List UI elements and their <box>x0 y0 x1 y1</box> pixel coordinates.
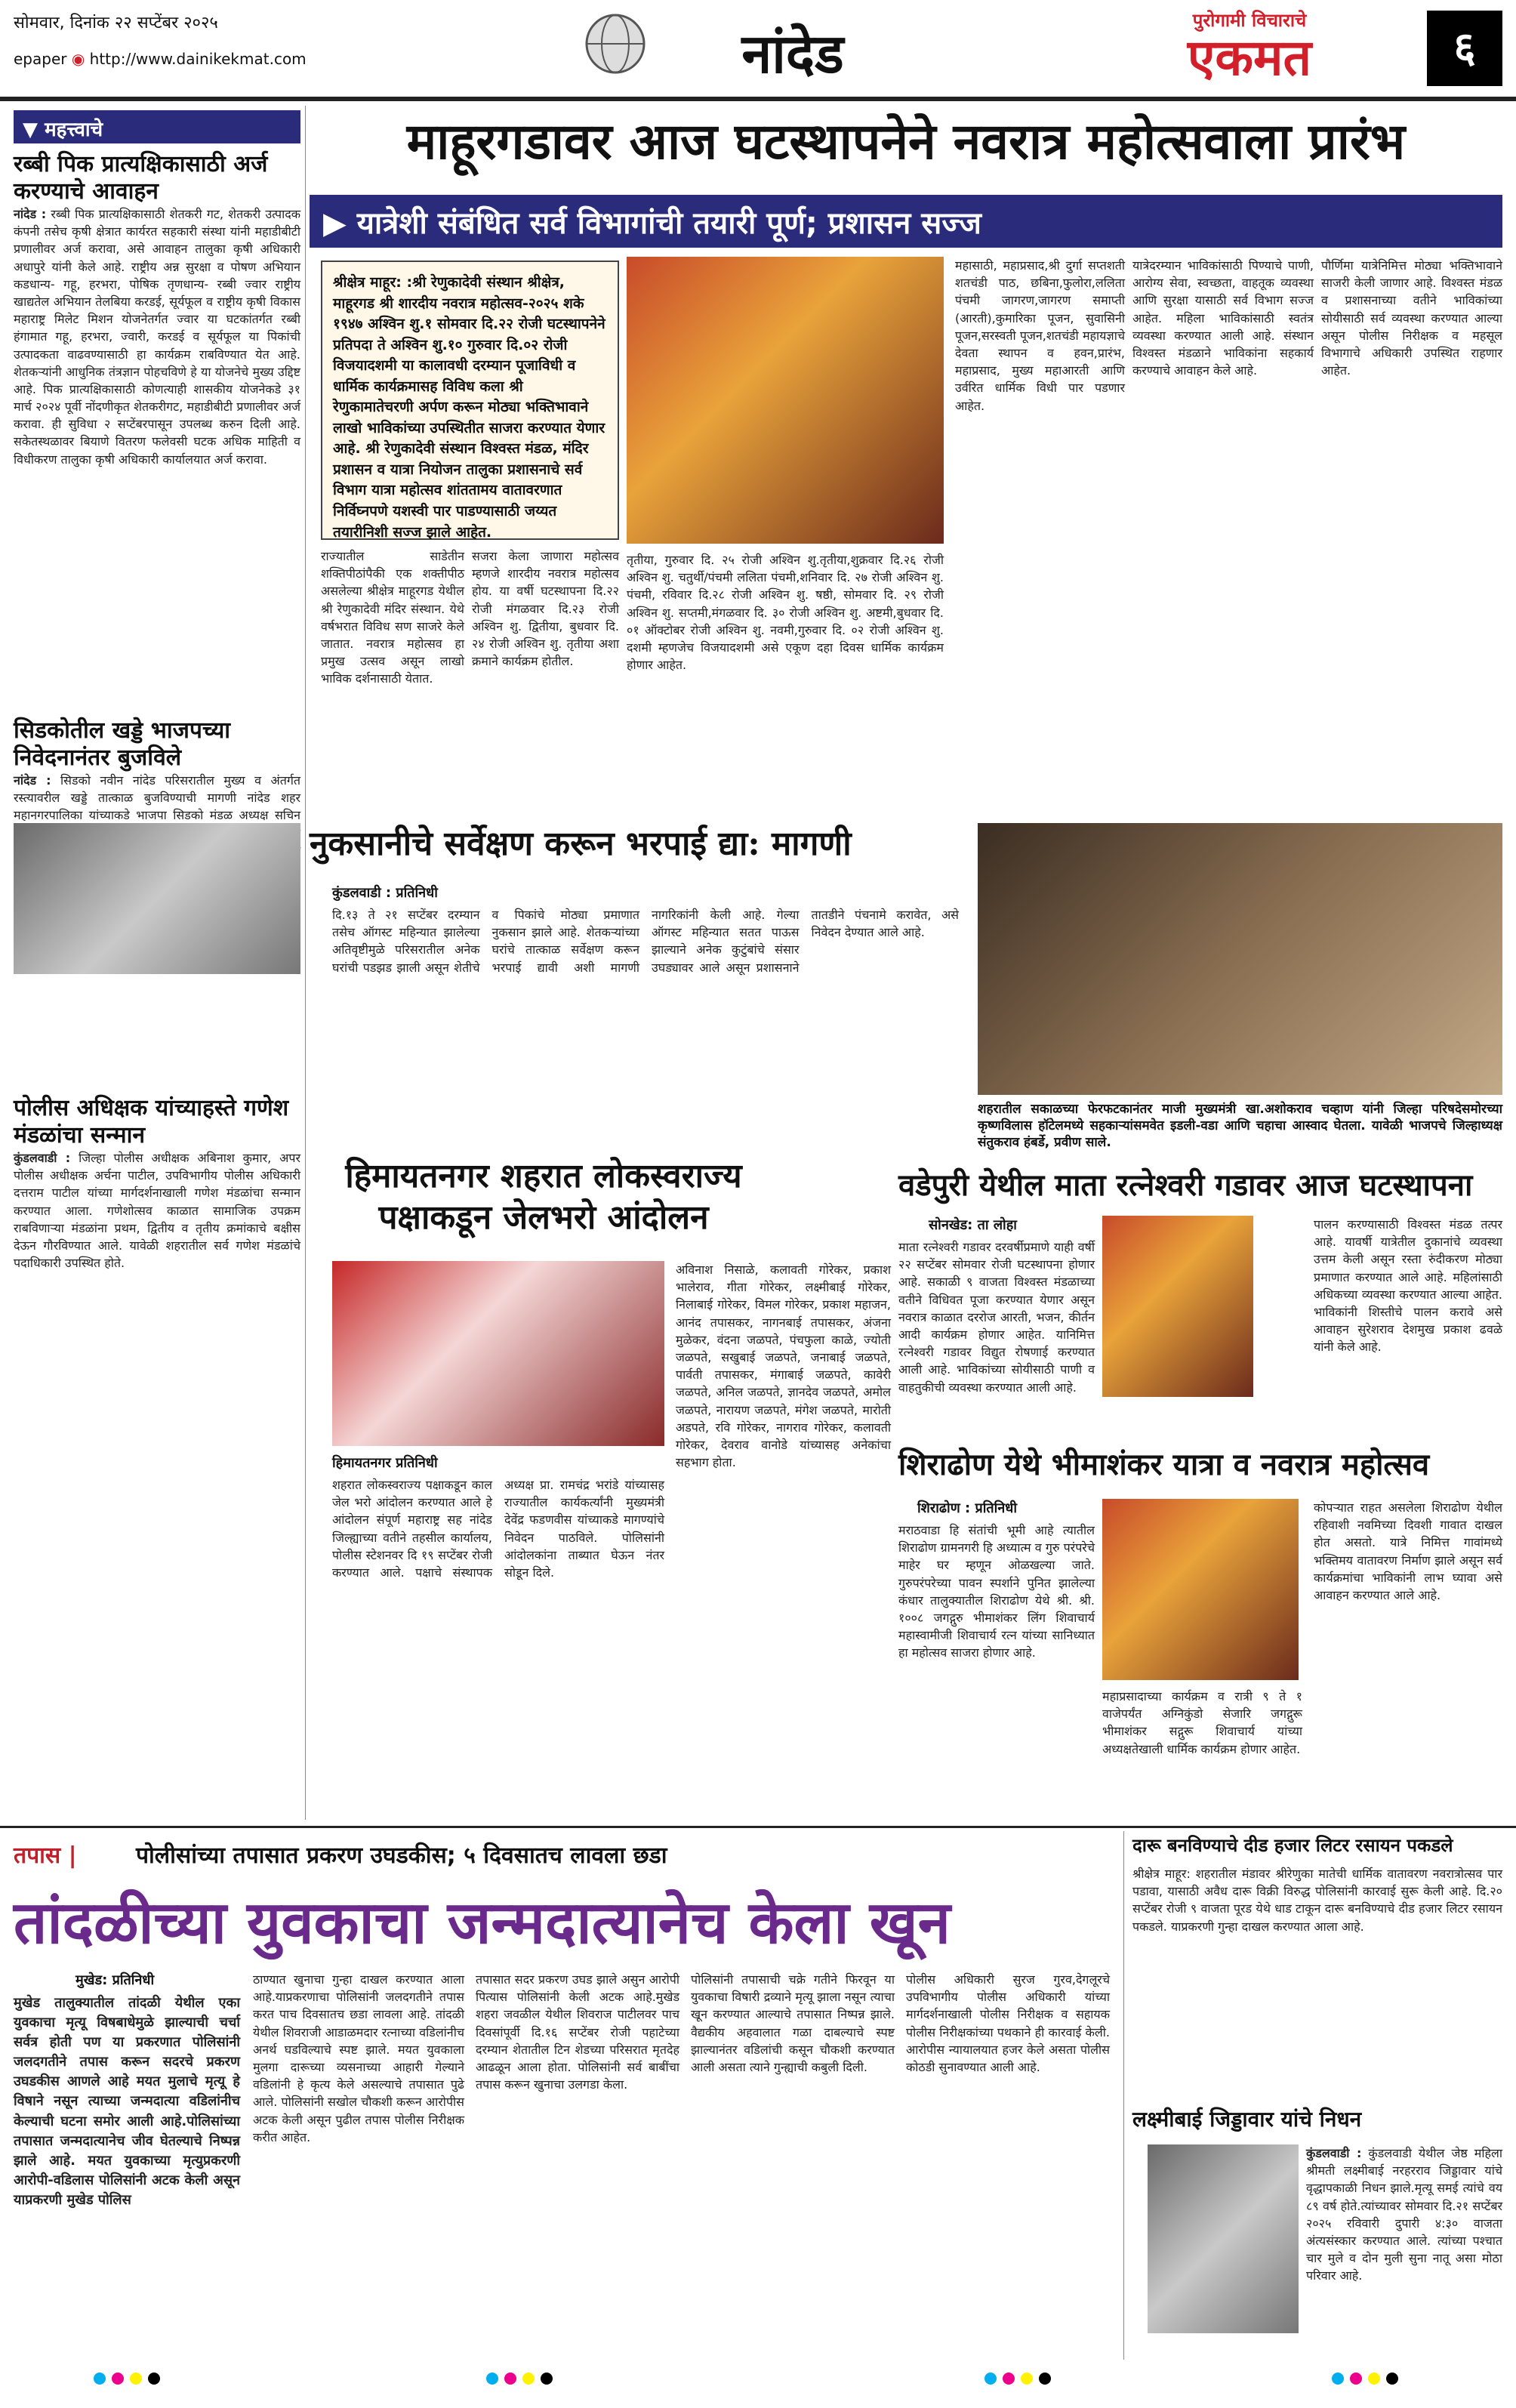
globe-icon: ◉ <box>71 50 85 68</box>
brand-tagline: पुरोगामी विचाराचे <box>1192 10 1307 31</box>
globe-logo-icon <box>574 6 657 82</box>
shiradhon-column: कोपऱ्यात राहत असलेला शिराढोण येथील रहिवाशी नवमिच्या दिवशी गावात दाखल होत असतो. यात्रे निमित्त गावांमध्ये भक्तिमय वातावरण निर्माण झाले असून सर्व कार्यक्रमांचा भाविकांनी लाभ घ्यावा असे आवाहन करण्यात आले आहे. <box>1314 1500 1502 1602</box>
story-text: रब्बी पिक प्रात्यक्षिकासाठी शेतकरी गट, शेतकरी उत्पादक कंपनी तसेच कृषी क्षेत्रात कार्यरत सहकारी संस्था यांनी महाडीबीटी प्रणालीवर अर्ज करावा, असे आवाहन तालुका कृषी अधिकारी अधापुरे यांनी केले आहे. राष्ट्रीय अन्न सुरक्षा व पोषण अभियान कडधान्य- गहू, हरभरा, पोषिक तृणधान्य- रब्बी ज्वार राष्ट्रीय खाद्यतेल अभियान तेलबिया करडई, सूर्यफूल व राष्ट्रीय कृषी विकास महाराष्ट्र मिलेट मिशन योजनेतर्गत ज्वार या घटकांतर्गत रब्बी हंगामात गहू, हरभरा, ज्वारी, करडई व सूर्यफूल या पिकांची उत्पादकता वाढवण्यासाठी हा कार्यक्रम राबविण्यात येत आहे. शेतकऱ्यांनी आधुनिक तंत्रज्ञान पोहचविणे हे या योजनेचे मुख्य उद्दिष्ट आहे. पिक प्रात्यक्षिकासाठी कोणत्याही शासकीय योजनेकडे ३१ मार्च २०२४ पूर्वी नोंदणीकृत शेतकरीगट, महाडीबीटी प्रणालीवर अर्ज करावा. ही सुविधा २ सप्टेंबरपासून उपलब्ध करुन दिली आहे. सकेतस्थळावर बियाणे वितरण फलेवसी घटक अधिक माहिती व विधीकरण तालुका कृषी अधिकारी कार्यालयात अर्ज करावा. <box>14 207 300 467</box>
obituary-text: कुंडलवाडी येथील जेष्ठ महिला श्रीमती लक्ष्मीबाई नरहरराव जिड्डावार यांचे वृद्धापकाळी निधन झाले.मृत्यू समई त्यांचे वय ८९ वर्ष होते.त्यांच्यावर सोमवार दि.२१ सप्टेंबर २०२५ रविवारी दुपारी ४:३० वाजता अंत्यसंस्कार करण्यात आले. त्यांच्या पश्चात चार मुले व दोन मुली सुना नातू असा मोठा परिवार आहे. <box>1306 2146 1502 2283</box>
sidebar-story-police <box>14 1095 300 1272</box>
photo-caption: शहरातील सकाळच्या फेरफटकानंतर माजी मुख्यमंत्री खा.अशोकराव चव्हाण यांनी जिल्हा परिषदेसमोरच्या कृष्णविलास हॉटेलमध्ये सहकाऱ्यांसमवेत इडली-वडा आणि चहाचा आस्वाद घेतला. यावेळी भाजपचे जिल्हाध्यक्ष संतुकराव हंबर्डे, प्रवीण साले. <box>978 1102 1502 1151</box>
story-text: जिल्हा पोलीस अधीक्षक अबिनाश कुमार, अपर पोलीस अधीक्षक अर्चना पाटील, उपविभागीय पोलीस अधिकारी दत्तराम पाटील यांच्या मार्गदर्शनाखाली गणेश मंडळांचा सन्मान करण्यात आला. गणेशोत्सव काळात सामाजिक उपक्रम राबविणाऱ्या मंडळांना प्रथम, द्वितीय व तृतीय क्रमांकाचे बक्षीस देऊन गौरविण्यात आले. यावेळी शहरातील सर्व गणेश मंडळांचे पदाधिकारी उपस्थित होते. <box>14 1151 300 1271</box>
potholes-photo <box>14 823 300 974</box>
city-title: नांदेड <box>741 21 844 85</box>
cmyk-marks <box>91 2373 163 2395</box>
cmyk-marks <box>1329 2373 1401 2395</box>
issue-date: सोमवार, दिनांक २२ सप्टेंबर २०२५ <box>14 14 218 32</box>
page-number: ६ <box>1427 11 1502 86</box>
story-body <box>14 205 300 468</box>
byline: हिमायतनगर प्रतिनिधी <box>332 1455 438 1471</box>
byline: शिराढोण : प्रतिनिधी <box>917 1500 1018 1516</box>
byline: मुखेड: प्रतिनिधी <box>75 1972 155 1988</box>
himayatnagar-names: अविनाश निसाळे, कलावती गोरेकर, प्रकाश भालेराव, गीता गोरेकर, लक्ष्मीबाई गोरेकर, निलाबाई गोरेकर, विमल गोरेकर, प्रकाश महाजन, आनंद तपासकर, नागनबाई तपासकर, अंजना मुळेकर, वंदना जळपते, पंचफुला काळे, ज्योती जळपते, सखुबाई जळपते, जनाबाई जळपते, पार्वती तपासकर, मंगाबाई जळपते, कावेरी जळपते, अनिल जळपते, ज्ञानदेव जळपते, अमोल जळपते, नारायण जळपते, मंगेश जळपते, मारोती अडपते, रवि गोरेकर, नागराव गोरेकर, कलावती गोरेकर, देवराव वानोडे यांच्यासह अनेकांचा सहभाग होता. <box>676 1263 891 1470</box>
lead-column: राज्यातील साडेतीन शक्तिपीठांपैकी एक शक्तीपीठ असलेल्या श्रीक्षेत्र माहूरगड येथील श्री रेणुकादेवी मंदिर संस्थान. येथे वर्षभरात विविध सण साजरे केले जातात. नवरात्र महोत्सव हा प्रमुख उत्सव असून लाखो भाविक दर्शनासाठी येतात. <box>321 549 464 686</box>
crime-headline: तांदळीच्या युवकाचा जन्मदात्यानेच केला खून <box>14 1888 951 1957</box>
obituary-body <box>1306 2144 1502 2285</box>
story-text: सिडको नवीन नांदेड परिसरातील मुख्य व अंतर्गत रस्त्यावरील खड्डे तात्काळ बुजविण्याची मागणी नांदेड शहर महानगरपालिका यांच्याकडे भाजपा सिडको मंडळ अध्यक्ष सचिन <box>14 773 300 823</box>
cmyk-marks <box>483 2373 556 2395</box>
protest-photo <box>332 1261 664 1446</box>
ratneshwari-photo <box>1102 1216 1253 1397</box>
lead-column: तृतीया, गुरुवार दि. २५ रोजी अश्विन शु.तृतीया,शुक्रवार दि.२६ रोजी अश्विन शु. चतुर्थी/पंचमी ललिता पंचमी,शनिवार दि. २७ रोजी अश्विन शु. पंचमी, रविवार दि.२८ रोजी अश्विन शु. षष्ठी, सोमवार दि. २९ रोजी अश्विन शु. सप्तमी,मंगळवार दि. ३० रोजी अश्विन शु. अष्टमी,बुधवार दि. ०१ ऑक्टोबर रोजी अश्विन शु. नवमी,गुरुवार दि. ०२ रोजी अश्विन शु. दशमी म्हणजेच विजयादशमी असे एकूण दहा दिवस धार्मिक कार्यक्रम होणार आहेत. <box>627 553 944 673</box>
cafe-photo <box>978 823 1502 1095</box>
brand-name: एकमत <box>1187 28 1312 87</box>
section-divider <box>0 1826 1516 1828</box>
column-divider <box>1123 1831 1124 2360</box>
vadepuri-column: पालन करण्यासाठी विश्वस्त मंडळ तत्पर आहे. यावर्षी यात्रेतील दुकानांचे व्यवस्था उत्तम केली असून रस्ता रुंदीकरण मोठ्या प्रमाणात करण्यात आले आहे. महिलांसाठी अधिकच्या व्यवस्था करण्यात आल्या आहेत. भाविकांनी शिस्तीचे पालन करावे असे आवाहन सुरेशराव देशमुख प्रकाश ढवळे यांनी केले आहे. <box>1314 1217 1502 1355</box>
dateline: कुंडलवाडी : <box>14 1151 71 1165</box>
lead-column: यात्रेदरम्यान भाविकांसाठी पिण्याचे पाणी, आरोग्य सेवा, स्वच्छता, वाहतूक व्यवस्था आणि सुरक्षा यासाठी सर्व विभाग सज्ज आहेत. महिला भाविकांसाठी स्वतंत्र व्यवस्था करण्यात आली आहे. संस्थान विश्वस्त मंडळाने भाविकांना सहकार्य करण्याचे आवाहन केले आहे. <box>1132 258 1314 378</box>
brand-logo <box>1087 8 1412 91</box>
sidebar-divider <box>305 106 306 1820</box>
crime-column: तपासात सदर प्रकरण उघड झाले असुन आरोपी पित्यास पोलिसांनी केली अटक आहे.मुखेड शहरा जवळील येथील शिवराज पाटीलवर पाच दिवसांपूर्वी दि.१६ सप्टेंबर रोजी पहाटेच्या दरम्यान शेतातील टिन शेडच्या परिसरात मृतदेह आढळून आला होता. पोलिसांनी सर्व बाबींचा तपास करून खुनाचा उलगडा केला. <box>476 1972 679 2092</box>
sidebar-label <box>14 110 300 143</box>
dateline: नांदेड : <box>14 207 47 221</box>
swami-photo <box>1102 1499 1299 1680</box>
story-title: रब्बी पिक प्रात्यक्षिकासाठी अर्ज करण्याचे आवाहन <box>14 151 268 205</box>
obituary-portrait <box>1148 2144 1299 2333</box>
band-tag: तपास | <box>14 1842 77 1869</box>
cmyk-marks <box>981 2373 1054 2395</box>
byline: सोनखेड: ता लोहा <box>929 1217 1017 1233</box>
crime-lead: मुखेड तालुक्यातील तांदळी येथील एका युवकाचा मृत्यू विषबाधेमुळे झाल्याची चर्चा सर्वत्र होती पण या प्रकरणात पोलिसांनी जलदगतीने तपास करून सदरचे प्रकरण उघडकीस आणले आहे मयत मुलाचे मृत्यू हे विषाने नसून त्याच्या जन्मदात्या वडिलांनीच केल्याची घटना समोर आली आहे.पोलिसांच्या तपासात जन्मदात्यानेच जीव घेतल्याचे निष्पन्न झाले आहे. मयत युवकाच्या मृत्युप्रकरणी आरोपी-वडिलास पोलिसांनी अटक केली असून याप्रकरणी मुखेड पोलिस <box>14 1995 240 2208</box>
liquor-body: श्रीक्षेत्र माहूर: शहरातील मंडावर श्रीरेणुका मातेची धार्मिक वातावरण नवरात्रोत्सव पार पडावा, यासाठी अवैध दारू विक्री विरुद्ध पोलिसांनी कारवाई सुरू केली आहे. दि.२० सप्टेंबर रोजी ९ वाजता पूरड येथे धाड टाकून दारू बनविण्याचे दीड हजार लिटर रसायन पकडले. याप्रकरणी गुन्हा दाखल करण्यात आला आहे. <box>1132 1867 1502 1934</box>
himayatnagar-body: शहरात लोकस्वराज्य पक्षाकडून काल जेल भरो आंदोलन करण्यात आले हे आंदोलन संपूर्ण महाराष्ट्र सह नांदेड जिल्ह्याच्या वतीने तहसील कार्यालय, पोलीस स्टेशनवर दि १९ सप्टेंबर रोजी करण्यात आले. पक्षाचे संस्थापक अध्यक्ष प्रा. रामचंद्र भरांडे यांच्यासह राज्यातील कार्यकर्त्यांनी मुख्यमंत्री देवेंद्र फडणवीस यांच्याकडे मागण्यांचे निवेदन पाठविले. पोलिसांनी आंदोलकांना ताब्यात घेऊन नंतर सोडून दिले. <box>332 1478 664 1580</box>
story-title: सिडकोतील खड्डे भाजपच्या निवेदनानंतर बुजविले <box>14 717 231 771</box>
shiradhon-body: मराठवाडा हि संतांची भूमी आहे त्यातील शिराढोण ग्रामनगरी हि अध्यात्म व गुरु परंपरेचे माहेर घर म्हणून ओळखल्या जाते. गुरुपरंपरेच्या पावन स्पर्शाने पुनित झालेल्या कंधार तालुक्यातील शिराढोण येथे श्री. श्री. १००८ जगद्गुरु भीमाशंकर लिंग शिवाचार्य महास्वामीजी शिवाचार्य रत्न यांच्या सानिध्यात हा महोत्सव साजरा होणार आहे. <box>898 1523 1095 1660</box>
byline: कुंडलवाडी : प्रतिनिधी <box>332 885 438 901</box>
dateline: कुंडलवाडी : <box>1306 2146 1362 2160</box>
header-divider <box>0 97 1516 101</box>
crime-column: ठाण्यात खुनाचा गुन्हा दाखल करण्यात आला आहे.याप्रकरणाचा पोलिसांनी जलदगतीने तपास करत पाच दिवसातच छडा लावला आहे. तांदळी येथील शिवराजी आडाळमदार रत्नाच्या वडिलांनीच अनर्थ घडविल्याचे स्पष्ट झाले. मयत युवकाला मुलगा दारूच्या व्यसनाच्या आहारी गेल्याने वडिलांनी हे कृत्य केले असल्याचे तपासात पुढे आले. पोलिसांनी सखोल चौकशी करून आरोपीस अटक केली असून पुढील तपास पोलीस निरीक्षक करीत आहेत. <box>253 1972 464 2144</box>
crime-column: पोलिसांनी तपासाची चक्रे गतीने फिरवून या युवकाचा विषारी द्रव्याने मृत्यू झाला नसून त्याचा खून करण्यात आल्याचे तपासात निष्पन्न झाले. वैद्यकीय अहवालात गळा दाबल्याचे स्पष्ट झाल्यानंतर वडिलांची कसून चौकशी करण्यात आली असता त्याने गुन्ह्याची कबुली दिली. <box>691 1972 895 2074</box>
shiradhon-column: महाप्रसादाच्या कार्यक्रम व रात्री ९ ते १ वाजेपर्यंत अग्निकुंडो सेजारि जगद्गुरू भीमाशंकर सद्गुरू शिवाचार्य यांच्या अध्यक्षतेखाली धार्मिक कार्यक्रम होणार आहेत. <box>1102 1689 1302 1756</box>
band-subhead: पोलीसांच्या तपासात प्रकरण उघडकीस; ५ दिवसातच लावला छडा <box>136 1842 667 1869</box>
obituary-headline: लक्ष्मीबाई जिड्डावार यांचे निधन <box>1132 2107 1362 2132</box>
crime-column: पोलीस अधिकारी सुरज गुरव,देगलूरचे उपविभागीय पोलीस अधिकारी यांच्या मार्गदर्शनाखाली पोलीस निरीक्षक व सहायक पोलीस निरीक्षकांच्या पथकाने ही कारवाई केली. आरोपीस न्यायालयात हजर केले असता पोलीस कोठडी सुनावण्यात आली आहे. <box>906 1972 1110 2074</box>
nuksani-headline: नुकसानीचे सर्वेक्षण करून भरपाई द्या: मागणी <box>310 825 852 863</box>
lead-headline: माहूरगडावर आज घटस्थापनेने नवरात्र महोत्सवाला प्रारंभ <box>406 112 1406 171</box>
vadepuri-body: माता रत्नेश्वरी गडावर दरवर्षीप्रमाणे याही वर्षी २२ सप्टेंबर सोमवार रोजी घटस्थापना होणार आहे. सकाळी ९ वाजता विश्वस्त मंडळाच्या वतीने विधिवत पूजा करण्यात येणार असून नवरात्र काळात दररोज आरती, भजन, कीर्तन आदी कार्यक्रम होणार आहेत. यानिमित्त रत्नेश्वरी गडावर विद्युत रोषणाई करण्यात आली आहे. भाविकांच्या सोयीसाठी पाणी व वाहतुकीची व्यवस्था करण्यात आली आहे. <box>898 1240 1095 1395</box>
sidebar-label-text: महत्त्वाचे <box>45 119 103 141</box>
liquor-headline: दारू बनविण्याचे दीड हजार लिटर रसायन पकडले <box>1132 1835 1453 1856</box>
lead-subhead: ▶ यात्रेशी संबंधित सर्व विभागांची तयारी पूर्ण; प्रशासन सज्ज <box>310 195 1502 248</box>
story-title: पोलीस अधिक्षक यांच्याहस्ते गणेश मंडळांचा सन्मान <box>14 1095 289 1149</box>
lead-column: महासाठी, महाप्रसाद,श्री दुर्गा सप्तशती शतचंडी पाठ, छबिना,फुलोरा,ललिता पंचमी जागरण,जागरण समाप्ती (आरती),कुमारिका पूजन, सुवासिनी पूजन,सरस्वती पूजन,शतचंडी महायज्ञाचे देवता स्थापन व हवन,प्रारंभ, महाप्रसाद, मुख्य महाआरती आणि उर्वरित धार्मिक विधी पार पडणार आहेत. <box>955 258 1125 413</box>
site-url[interactable]: http://www.dainikekmat.com <box>89 50 307 68</box>
lead-column: पौर्णिमा यात्रेनिमित्त मोठ्या भक्तिभावाने साजरी केली जाणार आहे. विश्वस्त मंडळ व प्रशासनाच्या वतीने भाविकांच्या सोयीसाठी सर्व व्यवस्था करण्यात आल्या असून पोलीस निरीक्षक व महसूल विभागाचे अधिकारी उपस्थित राहणार आहेत. <box>1321 258 1502 378</box>
nuksani-body: दि.१३ ते २१ सप्टेंबर दरम्यान तसेच ऑगस्ट महिन्यात झालेल्या अतिवृष्टीमुळे परिसरातील अनेक घरांची पडझड झाली असून शेतीचे व पिकांचे मोठ्या प्रमाणात नुकसान झाले आहे. शेतकऱ्यांच्या घरांचे तात्काळ सर्वेक्षण करून भरपाई द्यावी अशी मागणी नागरिकांनी केली आहे. गेल्या ऑगस्ट महिन्यात सतत पाऊस झाल्याने अनेक कुटुंबांचे संसार उघड्यावर आले असून प्रशासनाने तातडीने पंचनामे करावेत, असे निवेदन देण्यात आले आहे. <box>332 908 959 975</box>
story-body <box>14 1149 300 1272</box>
epaper-url[interactable] <box>14 50 307 68</box>
himayatnagar-headline: हिमायतनगर शहरात लोकस्वराज्य पक्षाकडून जेलभरो आंदोलन <box>345 1157 742 1237</box>
shiradhon-headline: शिराढोण येथे भीमाशंकर यात्रा व नवरात्र महोत्सव <box>898 1447 1430 1482</box>
epaper-label: epaper <box>14 50 67 68</box>
lead-column: सजरा केला जाणारा महोत्सव म्हणजे शारदीय नवरात्र महोत्सव होय. या वर्षी घटस्थापना दि.२२ रोजी मंगळवार दि.२३ रोजी अश्विन शु. द्वितीया, बुधवार दि. २४ रोजी अश्विन शु. तृतीया अशा क्रमाने कार्यक्रम होतील. <box>472 549 619 669</box>
goddess-photo <box>627 257 944 544</box>
chevron-down-icon: ▼ <box>23 119 38 141</box>
dateline: नांदेड : <box>14 773 51 788</box>
vadepuri-headline: वडेपुरी येथील माता रत्नेश्वरी गडावर आज घटस्थापना <box>898 1167 1473 1203</box>
sidebar-story-crop <box>14 151 300 468</box>
lead-intro-box: श्रीक्षेत्र माहूर: :श्री रेणुकादेवी संस्थान श्रीक्षेत्र, माहूरगड श्री शारदीय नवरात्र महोत्सव-२०२५ शके १९४७ अश्विन शु.१ सोमवार दि.२२ रोजी घटस्थापनेने प्रतिपदा ते अश्विन शु.१० गुरुवार दि.०२ रोजी विजयादशमी या कालावधी दरम्यान पूजाविधी व धार्मिक कार्यक्रमासह विविध कला श्री रेणुकामातेचरणी अर्पण करून मोठ्या भक्तिभावाने लाखो भाविकांच्या उपस्थितीत साजरा करण्यात येणार आहे. श्री रेणुकादेवी संस्थान विश्वस्त मंडळ, मंदिर प्रशासन व यात्रा नियोजन तालुका प्रशासनाचे सर्व विभाग यात्रा महोत्सव शांततामय वातावरणात निर्विघ्नपणे यशस्वी पार पाडण्यासाठी जय्यत तयारीनिशी सज्ज झाले आहेत. <box>321 261 619 540</box>
